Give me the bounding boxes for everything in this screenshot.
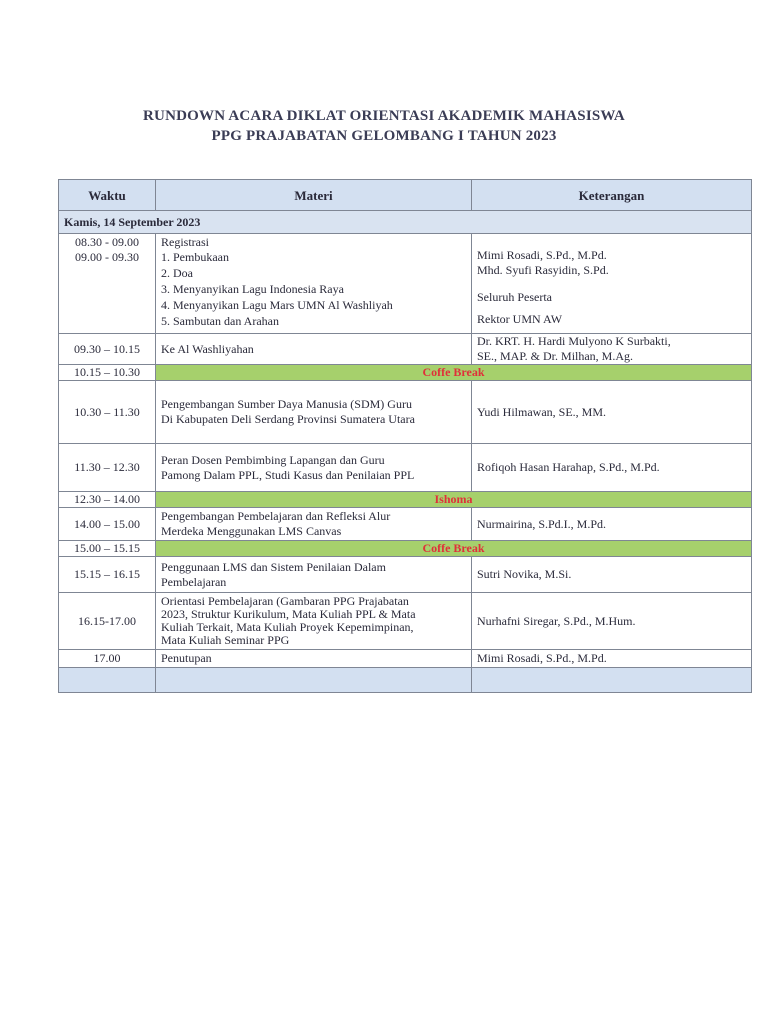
materi-cell (156, 444, 472, 492)
materi-text: 4. Menyanyikan Lagu Mars UMN Al Washliyah (161, 298, 393, 312)
time-cell: 14.00 – 15.00 (59, 508, 156, 541)
keterangan-text: Dr. KRT. H. Hardi Mulyono K Surbakti, (477, 334, 671, 348)
keterangan-text: Nurhafni Siregar, S.Pd., M.Hum. (477, 613, 636, 628)
materi-cell (156, 650, 472, 668)
time-cell: 17.00 (59, 650, 156, 668)
keterangan-cell (472, 234, 752, 334)
materi-text: Pamong Dalam PPL, Studi Kasus dan Penilaian PPL (161, 467, 415, 482)
materi-text: Orientasi Pembelajaran (Gambaran PPG Prajabatan (161, 594, 409, 608)
materi-text: 5. Sambutan dan Arahan (161, 314, 279, 328)
time-text: 08.30 - 09.00 (75, 235, 139, 249)
table-row (59, 444, 752, 492)
table-row (59, 557, 752, 593)
materi-cell (156, 593, 472, 650)
break-label: Coffe Break (156, 365, 752, 381)
footer-cell (472, 668, 752, 693)
time-cell: 12.30 – 14.00 (59, 492, 156, 508)
materi-text: Merdeka Menggunakan LMS Canvas (161, 524, 342, 538)
materi-cell (156, 381, 472, 444)
time-cell: 10.30 – 11.30 (59, 381, 156, 444)
materi-text: Mata Kuliah Seminar PPG (161, 633, 290, 647)
document-title-line2: PPG PRAJABATAN GELOMBANG I TAHUN 2023 (211, 128, 557, 144)
keterangan-text: Sutri Novika, M.Si. (477, 567, 572, 581)
materi-text: Di Kabupaten Deli Serdang Provinsi Sumatera Utara (161, 412, 415, 426)
table-row (59, 650, 752, 668)
materi-text: 1. Pembukaan (161, 250, 229, 264)
materi-cell (156, 557, 472, 593)
materi-cell (156, 508, 472, 541)
time-cell: 15.00 – 15.15 (59, 541, 156, 557)
time-cell: 09.30 – 10.15 (59, 334, 156, 365)
materi-text: 3. Menyanyikan Lagu Indonesia Raya (161, 282, 344, 296)
day-label: Kamis, 14 September 2023 (59, 211, 752, 234)
keterangan-text: Rektor UMN AW (477, 312, 563, 326)
materi-text: Pembelajaran (161, 574, 227, 589)
keterangan-text: Mhd. Syufi Rasyidin, S.Pd. (477, 263, 609, 277)
time-cell: 10.15 – 10.30 (59, 365, 156, 381)
time-cell: 11.30 – 12.30 (59, 444, 156, 492)
footer-cell (156, 668, 472, 693)
keterangan-text: Mimi Rosadi, S.Pd., M.Pd. (477, 248, 607, 262)
materi-cell (156, 334, 472, 365)
keterangan-cell (472, 508, 752, 541)
materi-text: Kuliah Terkait, Mata Kuliah Proyek Kepemimpinan, (161, 620, 414, 634)
table-footer-row (59, 668, 752, 693)
table-row (59, 234, 752, 334)
keterangan-text: Nurmairina, S.Pd.I., M.Pd. (477, 516, 606, 531)
keterangan-cell (472, 557, 752, 593)
keterangan-text: Seluruh Peserta (477, 290, 552, 304)
materi-text: Peran Dosen Pembimbing Lapangan dan Guru (161, 452, 385, 467)
keterangan-cell (472, 334, 752, 365)
materi-cell (156, 234, 472, 334)
table-row (59, 334, 752, 365)
keterangan-text: Mimi Rosadi, S.Pd., M.Pd. (477, 651, 607, 665)
header-materi: Materi (156, 180, 472, 211)
table-header-row (59, 180, 752, 211)
break-label: Coffe Break (156, 541, 752, 557)
table-row (59, 593, 752, 650)
keterangan-cell (472, 650, 752, 668)
keterangan-text: Rofiqoh Hasan Harahap, S.Pd., M.Pd. (477, 460, 660, 474)
break-label: Ishoma (156, 492, 752, 508)
table-row (59, 508, 752, 541)
keterangan-cell (472, 381, 752, 444)
time-text: 09.00 - 09.30 (75, 250, 139, 264)
rundown-table (58, 179, 752, 693)
time-cell: 15.15 – 16.15 (59, 557, 156, 593)
materi-text: 2. Doa (161, 266, 193, 280)
materi-text: Penggunaan LMS dan Sistem Penilaian Dalam (161, 559, 386, 574)
materi-text: 2023, Struktur Kurikulum, Mata Kuliah PPL & Mata (161, 607, 416, 621)
document-title-line1: RUNDOWN ACARA DIKLAT ORIENTASI AKADEMIK MAHASISWA (143, 108, 625, 124)
materi-text: Pengembangan Sumber Daya Manusia (SDM) Guru (161, 397, 412, 411)
keterangan-cell (472, 444, 752, 492)
day-row (59, 211, 752, 234)
time-cell (59, 234, 156, 334)
materi-text: Registrasi (161, 235, 209, 249)
keterangan-cell (472, 593, 752, 650)
materi-text: Pengembangan Pembelajaran dan Refleksi Alur (161, 509, 391, 523)
materi-text: Ke Al Washliyahan (161, 341, 254, 356)
header-waktu: Waktu (59, 180, 156, 211)
materi-text: Penutupan (161, 651, 212, 665)
header-keterangan: Keterangan (472, 180, 752, 211)
footer-cell (59, 668, 156, 693)
keterangan-text: Yudi Hilmawan, SE., MM. (477, 404, 606, 419)
break-row (59, 365, 752, 381)
break-row (59, 541, 752, 557)
keterangan-text: SE., MAP. & Dr. Milhan, M.Ag. (477, 349, 634, 363)
time-cell: 16.15-17.00 (59, 593, 156, 650)
break-row (59, 492, 752, 508)
table-row (59, 381, 752, 444)
